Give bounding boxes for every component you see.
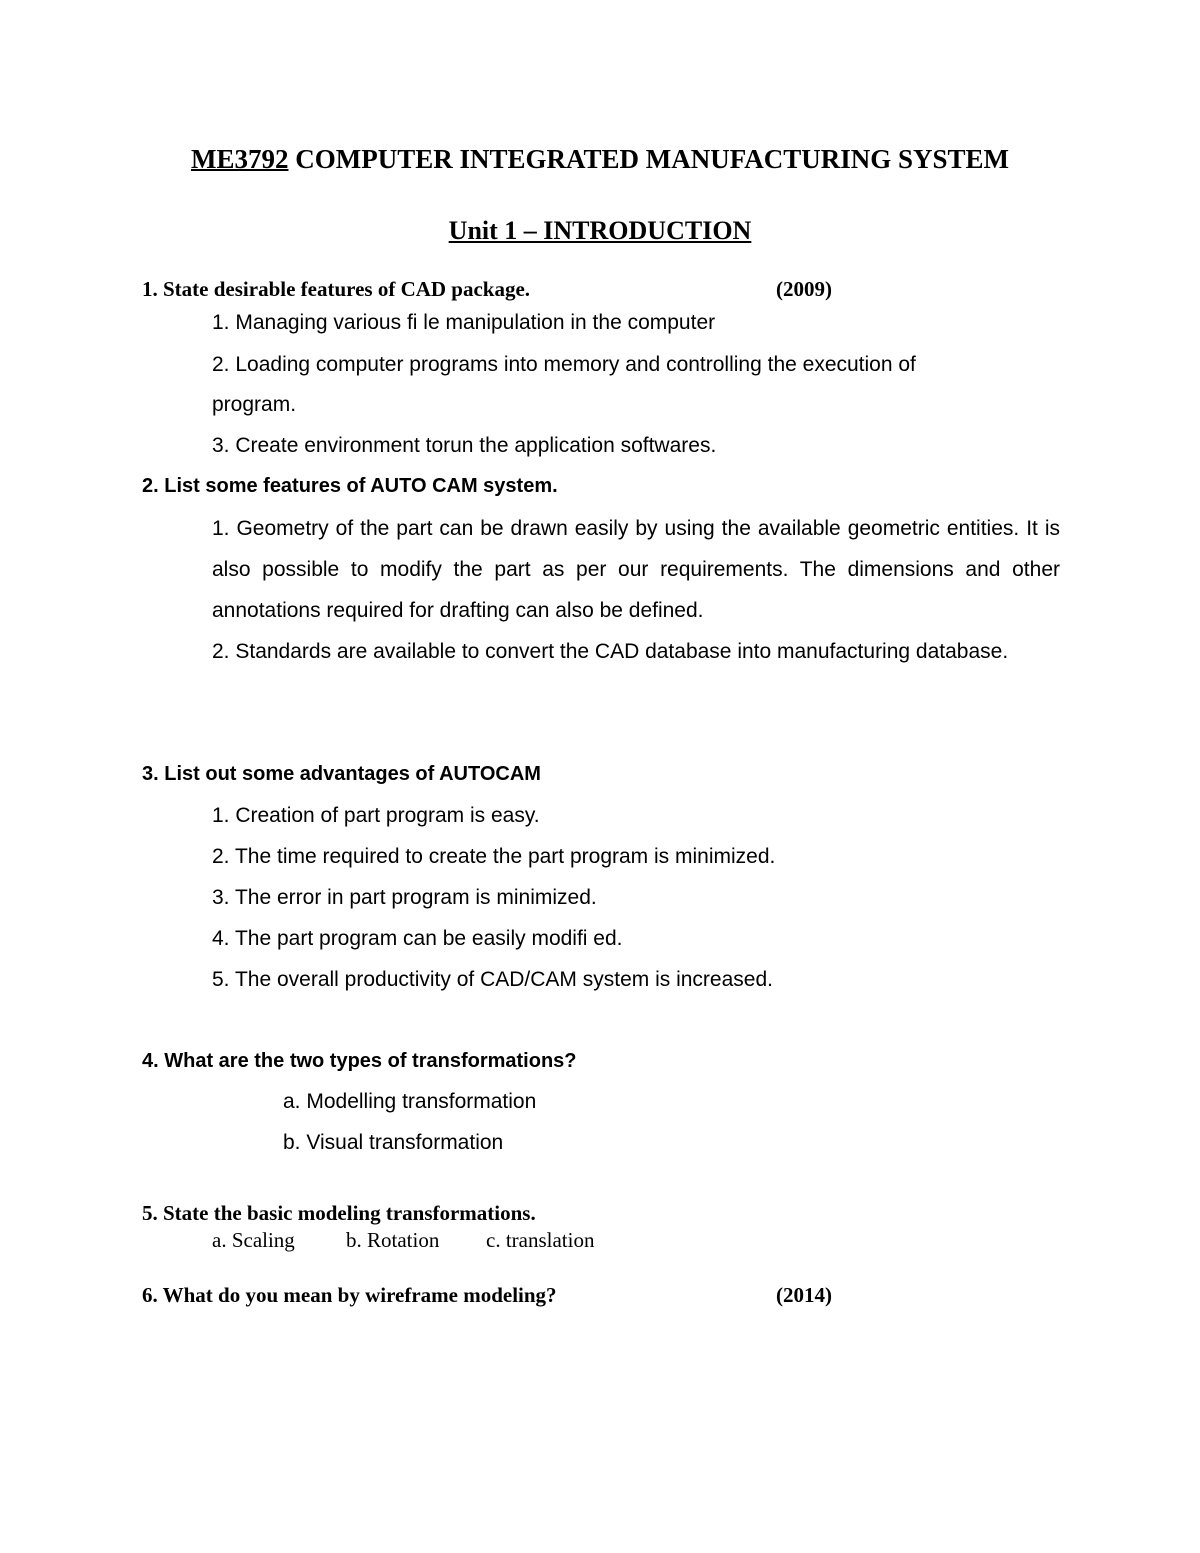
q3-question: 3. List out some advantages of AUTOCAM bbox=[142, 763, 541, 785]
q3-answer-1: 1. Creation of part program is easy. bbox=[212, 804, 540, 827]
q5-answer-c: c. translation bbox=[486, 1228, 595, 1252]
q2-answer-1: 1. Geometry of the part can be drawn easily by using the available geometric entities. It is also possible to modify the part as per our requirements. The dimensions and other annotations required for drafting can also be defined. bbox=[212, 517, 1060, 622]
q2-answer-2: 2. Standards are available to convert the CAD database into manufacturing database. bbox=[212, 640, 1009, 663]
course-code: ME3792 bbox=[190, 144, 289, 174]
q4-question: 4. What are the two types of transformations? bbox=[142, 1050, 577, 1072]
course-name: COMPUTER INTEGRATED MANUFACTURING SYSTEM bbox=[288, 144, 1010, 174]
q1-question: 1. State desirable features of CAD package. bbox=[142, 277, 531, 301]
q3-answer-4: 4. The part program can be easily modifi ed. bbox=[212, 927, 623, 950]
q6-question: 6. What do you mean by wireframe modeling? bbox=[142, 1283, 557, 1307]
q1-answer-2: 2. Loading computer programs into memory and controlling the execution of bbox=[212, 353, 916, 376]
q3-answer-2: 2. The time required to create the part program is minimized. bbox=[212, 845, 776, 868]
q4-answer-b: b. Visual transformation bbox=[283, 1131, 504, 1154]
q1-answer-1: 1. Managing various fi le manipulation in the computer bbox=[212, 311, 716, 334]
q5-question: 5. State the basic modeling transformations. bbox=[142, 1201, 536, 1225]
q4-answer-a: a. Modelling transformation bbox=[283, 1090, 537, 1113]
unit-heading: Unit 1 – INTRODUCTION bbox=[448, 216, 752, 245]
q3-answer-5: 5. The overall productivity of CAD/CAM system is increased. bbox=[212, 968, 773, 991]
document-title bbox=[0, 144, 1200, 175]
q5-answer-a: a. Scaling bbox=[212, 1228, 295, 1252]
q1-answer-2-cont: program. bbox=[212, 393, 297, 416]
q3-answer-3: 3. The error in part program is minimized. bbox=[212, 886, 597, 909]
q1-year: (2009) bbox=[776, 277, 832, 301]
q6-year: (2014) bbox=[776, 1283, 832, 1307]
q1-answer-3: 3. Create environment torun the application softwares. bbox=[212, 434, 717, 457]
q5-answer-b: b. Rotation bbox=[346, 1228, 440, 1252]
q2-question: 2. List some features of AUTO CAM system. bbox=[142, 475, 558, 497]
